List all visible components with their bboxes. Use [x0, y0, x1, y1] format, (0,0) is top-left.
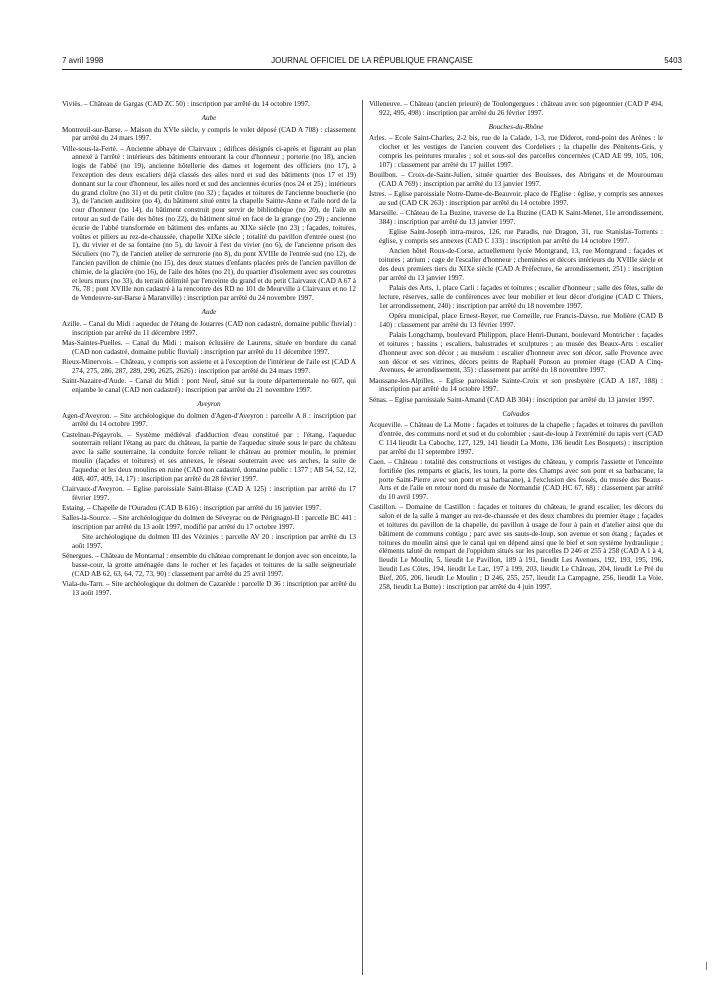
- register-entry: Arles. – Ecole Saint-Charles, 2-2 bis, rue de la Calade, 1-3, rue Diderot, rond-point des Arènes : le clocher et les vestiges de l'ancien couvent des Cordeliers ; la chapelle des Pénitents-Gris, y compris les peintures murales ; sol et sous-sol des parcelles concernées (CAD AE 99, 105, 106, 107) : classement par arrêté du 17 juillet 1997.: [369, 134, 663, 169]
- register-entry: Istres. – Eglise paroissiale Notre-Dame-de-Beauvoir, place de l'Eglise : église, y compris ses annexes au sud (CAD CK 263) : inscription par arrêté du 14 octobre 1997.: [369, 190, 663, 207]
- register-entry: Viala-du-Tarn. – Site archéologique du dolmen de Cazarède : parcelle D 36 : inscription par arrêté du 13 août 1997.: [62, 580, 356, 598]
- header-date: 7 avril 1998: [62, 56, 104, 65]
- register-entry: Estaing. – Chapelle de l'Ouradou (CAD B 616) : inscription par arrêté du 16 janvier 1997.: [62, 503, 321, 512]
- header-page-number: 5403: [664, 56, 682, 65]
- register-entry: Mas-Saintes-Puelles. – Canal du Midi : maison éclusière de Laurens, située en bordure du canal (CAD non cadastré, domaine public fluvial) : inscription par arrêté du 11 décembre 1997.: [62, 338, 356, 356]
- column-separator: [362, 100, 363, 975]
- register-entry: Palais des Arts, 1, place Carli : façades et toitures ; escalier d'honneur ; salle des fêtes, salle de lecture, réserves, salle de conférences avec leur mobilier et leur décor d'origine (CAD C Thiers, 1er arrondissement, 240) : inscription par arrêté du 18 novembre 1997.: [379, 284, 663, 310]
- register-entry: Castelnau-Pégayrols. – Système médiéval d'adduction d'eau constitué par : l'étang, l'aqueduc souterrain reliant l'étang au parc du château, la partie de l'aqueduc située sous le parc du château avec la salle souterraine, la conduite forcée reliant le château au premier moulin, le premier moulin (façades et toitures) et ses annexes, le réseau souterrain avec ses arches, la suite de l'aqueduc et les deux moulins en ruine (CAD non cadastré, domaine public : 1377 ; AB 54, 52, 12, 408, 407, 409, 14, 17) : inscription par arrêté du 28 février 1997.: [62, 430, 356, 483]
- margin-mark: [706, 962, 707, 970]
- register-entry: Maussane-les-Alpilles. – Eglise paroissiale Sainte-Croix et son presbytère (CAD A 187, 188) : inscription par arrêté du 14 octobre 1997.: [369, 376, 663, 394]
- register-entry: Sénergues. – Château de Montarnal : ensemble du château comprenant le donjon avec son enceinte, la basse-cour, la grotte aménagée dans le rocher et les façades et toitures de la salle seigneuriale (CAD AB 62, 63, 64, 72, 73, 90) : classement par arrêté du 25 avril 1997.: [62, 552, 356, 579]
- header-rule: [62, 69, 682, 70]
- register-entry: Palais Longchamp, boulevard Philippon, place Henri-Dunant, boulevard Montricher : façades et toitures ; bassins ; escaliers, balustrades et sculptures ; au musée des Beaux-Arts : escalier d'honneur avec son décor ; au muséum : escalier d'honneur avec son décor, salle Provence avec son décor et ses vitrines, décors peints de Raphaël Ponson au premier étage (CAD A Cinq-Avenues, 4e arrondissement, 35) : classement par arrêté du 18 novembre 1997.: [379, 331, 663, 375]
- register-entry: Montreuil-sur-Barse. – Maison du XVIe siècle, y compris le volet déposé (CAD A 708) : classement par arrêté du 24 mars 1997.: [62, 125, 356, 143]
- section-heading: Aude: [201, 308, 217, 317]
- register-entry: Clairvaux-d'Aveyron. – Eglise paroissiale Saint-Blaise (CAD A 125) : inscription par arrêté du 17 février 1997.: [62, 484, 356, 502]
- header-title: JOURNAL OFFICIEL DE LA RÉPUBLIQUE FRANÇAISE: [271, 56, 473, 65]
- section-heading: Bouches-du-Rhône: [488, 122, 544, 131]
- register-entry: Caen. – Château : totalité des constructions et vestiges du château, y compris l'assiette et l'enceinte fortifiée (les remparts et glacis, les tours, la porte des Champs avec son pont et sa barbacane, la porte Saint-Pierre avec son pont et sa barbacane), à l'exclusion des fossés, du musée des Beaux-Arts et de l'aile en retour nord du musée de Normandie (CAD HC 67, 68) : classement par arrêté du 10 avril 1997.: [369, 457, 663, 502]
- section-heading: Calvados: [502, 409, 530, 418]
- register-entry: Agen-d'Aveyron. – Site archéologique du dolmen d'Agen-d'Aveyron : parcelle A 8 : inscription par arrêté du 14 octobre 1997.: [62, 411, 356, 429]
- register-entry: Bouilbon. – Croix-de-Saint-Julien, située quartier des Bouisses, des Abrigans et de Mouroumau (CAD A 769) : inscription par arrêté du 13 janvier 1997.: [369, 171, 663, 188]
- register-entry: Salles-la-Source. – Site archéologique du dolmen de Séveyrac ou de Pérignagol-II : parcelle BC 441 : inscription par arrêté du 13 août 1997, modifié par arrêté du 17 octobre 1997.: [62, 514, 356, 532]
- register-entry: Acqueville. – Château de La Motte : façades et toitures de la chapelle ; façades et toitures du pavillon d'entrée, des communs nord et sud et du colombier ; saut-de-loup à l'extrémité du tapis vert (CAD C 114 lieudit La Caboche, 127, 129, 141 lieudit La Motte, 136 lieudit Les Bosquets) : inscription par arrêté du 11 septembre 1997.: [369, 421, 663, 456]
- register-entry: Viviès. – Château de Gargas (CAD ZC 50) : inscription par arrêté du 14 octobre 1997.: [62, 100, 310, 108]
- left-column: [62, 100, 356, 599]
- register-entry: Rieux-Minervois. – Château, y compris son assiette et à l'exception de l'intérieur de l'aile est (CAD A 274, 275, 286, 287, 289, 290, 2625, 2626) : inscription par arrêté du 24 mars 1997.: [62, 358, 356, 375]
- register-entry: Ville-sous-la-Ferté. – Ancienne abbaye de Clairvaux ; édifices désignés ci-après et figurant au plan annexé à l'arrêté : intérieurs des bâtiments entourant la cour d'honneur ; porterie (no 18), ancien logis de l'abbé (no 19), ancienne hôtellerie des dames et logement des officiers (no 17), à l'exception des deux escaliers déjà classés des ailes nord et sud des bâtiments (nos 17 et 19) donnant sur la cour d'honneur, les ailes nord et sud des anciennes écuries (nos 24 et 25) ; intérieurs du grand cloître (no 31) et du petit cloître (no 32) ; façades et toitures de l'ancienne boucherie (no 3), de l'ancien auditoire (no 4), du bâtiment situé entre la chapelle Sainte-Anne et l'aile nord de la cour d'honneur (no 14), du bâtiment construit pour servir de bibliothèque (no 20), de l'aile en retour au sud de l'aile des hôtes (no 22), du bâtiment situé en face de la grange (no 29) ; ancienne écurie de l'abbé transformée en bâtiment des enfants au XIXe siècle (no 23) ; façades, toitures, voûtes et piliers au rez-de-chaussée, chapelle XIXe siècle ; totalité du pavillon d'entrée ouest (no 1), du vivier et de sa fontaine (no 5), du lavoir à l'est du vivier (no 6), de l'ancienne prison des Séculiers (no 7), de l'ancien atelier de serrurerie (no 8), du pont XVIIIe de l'entrée sud (no 12), de l'ancien pavillon de chimie (no 15), des deux statues d'enfants placées près de l'ancien pavillon de chimie, de la glacière (no 16), de l'aile des hôtes (no 21), du quartier d'isolement avec ses courettes et leurs murs (no 33), du terrain délimité par l'enceinte du grand et du petit Clairvaux (CAD A 67 à 76, 78 ; pont XVIIIe non cadastré à la rencontre des RD no 101 de Meurville à Clairvaux et no 12 de Vendeuvre-sur-Barse à Maranville) : inscription par arrêté du 24 novembre 1997.: [62, 144, 356, 303]
- section-heading: Aube: [201, 113, 217, 122]
- register-entry: Marseille. – Château de La Buzine, traverse de La Buzine (CAD K Saint-Menet, 11e arrondissement, 384) : inscription par arrêté du 13 janvier 1997.: [369, 209, 663, 227]
- register-entry: Eglise Saint-Joseph intra-muros, 126, rue Paradis, rue Dragon, 31, rue Stanislas-Torrents : église, y compris ses annexes (CAD C 133) : inscription par arrêté du 14 octobre 1997.: [379, 228, 663, 246]
- page-header: [62, 56, 682, 68]
- register-entry: Castillon. – Domaine de Castillon : façades et toitures du château, le grand escalier, les décors du salon et de la salle à manger au rez-de-chaussée et des deux chambres du premier étage ; façades et toitures du pavillon de la chapelle, du pavillon à usage de four à pain et d'atelier ainsi que du bâtiment de communs contigu ; parc avec ses sauts-de-loup, son avenue et son étang ; façades et toitures du moulin ainsi que le canal qui en dépend ainsi que le bief et son système hydraulique ; éléments taluté du rempart de l'oppidum situés sur les parcelles D 246 et 255 à 258 (CAD A 1 à 4, lieudit Le Moulin, 5, lieudit Le Pavillon, 189 à 191, lieudit Les Avenues, 192, 193, 195, 196, lieudit Les Côtes, 194, lieudit Le Lac, 197 à 199, 203, lieudit Le Château, 204, lieudit Le Pré du Bief, 205, 206, lieudit Le Moulin ; D 246, 255, 257, lieudit La Campagne, 256, lieudit La Voie, 258, lieudit La Butte) : inscription par arrêté du 4 juin 1997.: [369, 503, 663, 591]
- register-entry: Villeneuve. – Château (ancien prieuré) de Toulongergues : château avec son pigeonnier (CAD P 494, 922, 495, 498) : inscription par arrêté du 26 février 1997.: [369, 100, 663, 117]
- section-heading: Aveyron: [197, 399, 221, 408]
- right-column: [369, 100, 663, 593]
- register-entry: Opéra municipal, place Ernest-Reyer, rue Corneille, rue Francis-Davso, rue Molière (CAD B 140) : classement par arrêté du 13 février 1997.: [379, 312, 663, 329]
- register-entry: Azille. – Canal du Midi : aqueduc de l'étang de Jouarres (CAD non cadastré, domaine public fluvial) : inscription par arrêté du 11 décembre 1997.: [62, 319, 356, 337]
- register-entry: Site archéologique du dolmen III des Vézinies : parcelle AV 20 : inscription par arrêté du 13 août 1997.: [72, 533, 356, 551]
- register-entry: Sénas. – Eglise paroissiale Saint-Amand (CAD AB 304) : inscription par arrêté du 13 janvier 1997.: [369, 395, 655, 404]
- register-entry: Saint-Nazaire-d'Aude. – Canal du Midi : pont Neuf, situé sur la route départementale no 607, qui enjambe le canal (CAD non cadastré) : inscription par arrêté du 21 novembre 1997.: [62, 377, 356, 394]
- register-entry: Ancien hôtel Roux-de-Corse, actuellement lycée Montgrand, 13, rue Montgrand : façades et toitures ; atrium ; cage de l'escalier d'honneur ; cheminées et décors intérieurs du XVIIIe siècle et des deux premiers tiers du XIXe siècle (CAD A Préfecture, 6e arrondissement, 251) : inscription par arrêté du 13 janvier 1997.: [379, 247, 663, 282]
